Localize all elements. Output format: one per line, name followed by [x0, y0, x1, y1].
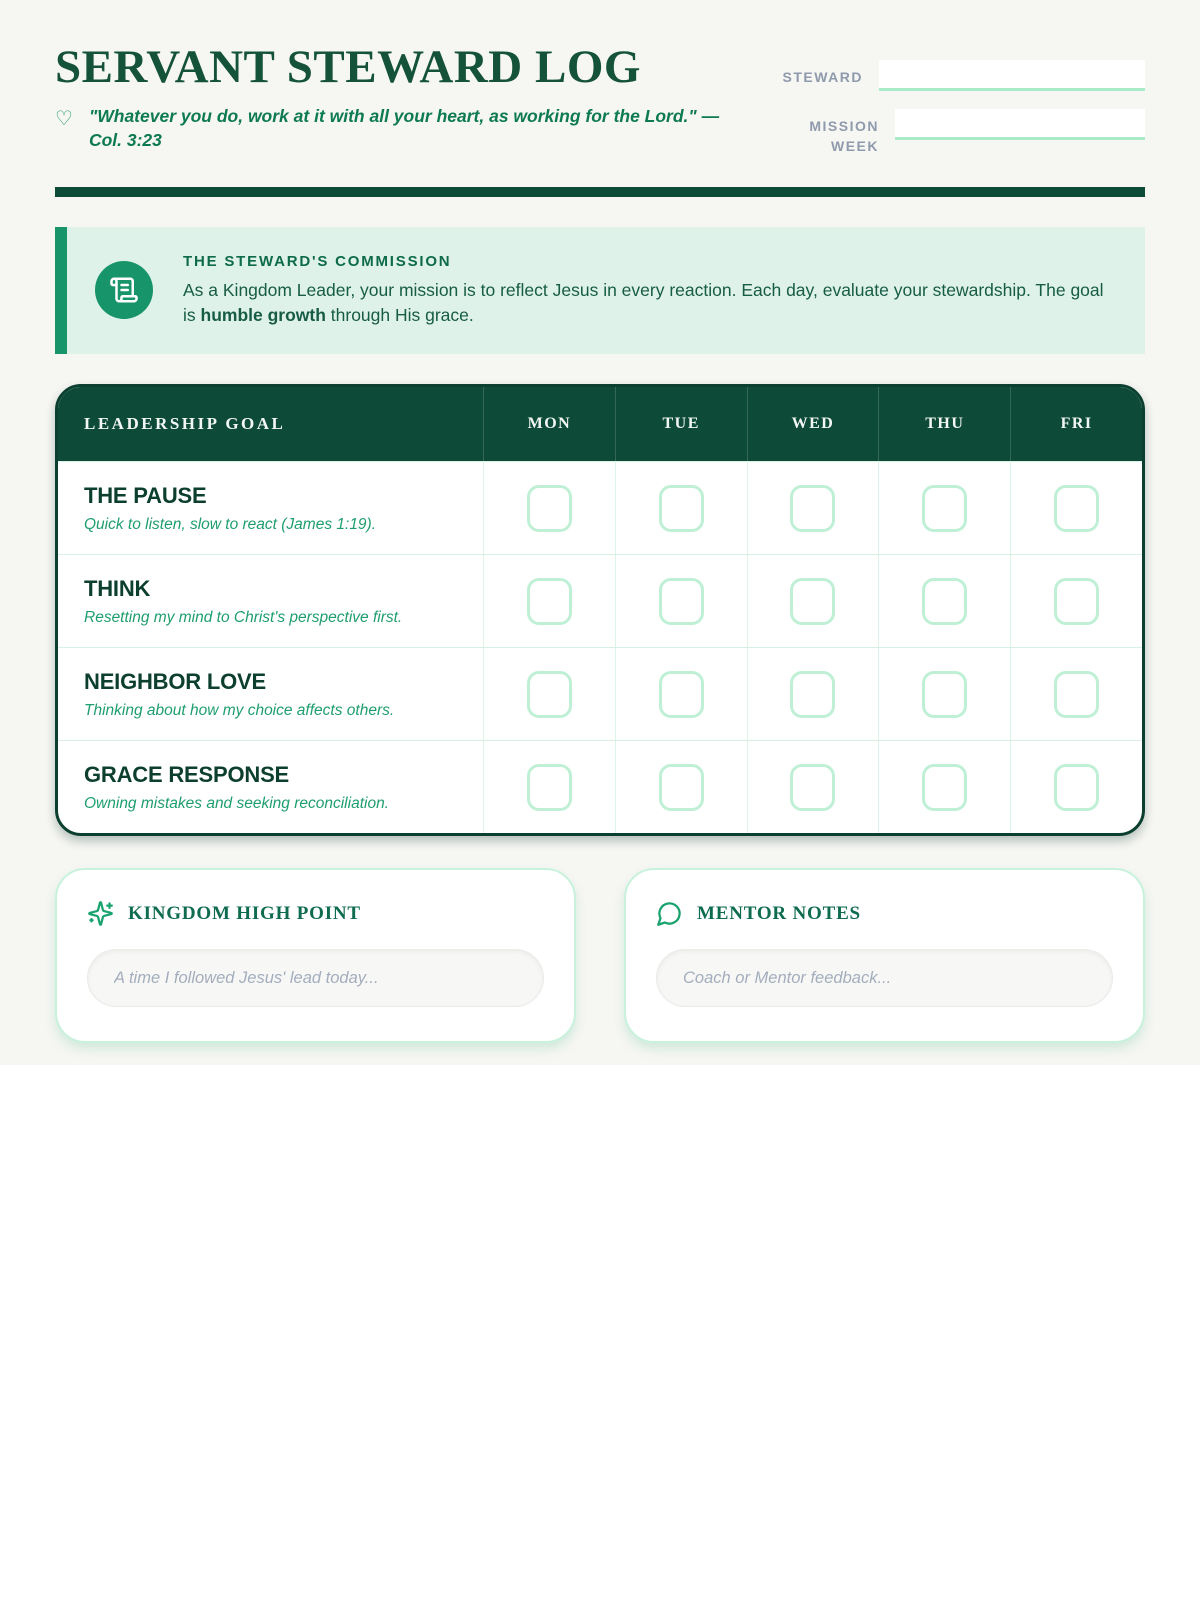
mentor-notes-card [624, 868, 1145, 1043]
check-cell-fri [1010, 648, 1142, 740]
page-title: SERVANT STEWARD LOG [55, 41, 641, 93]
weekly-log-table [55, 384, 1145, 836]
checkbox-grace-fri[interactable] [1054, 764, 1099, 811]
commission-title: THE STEWARD'S COMMISSION [183, 252, 452, 270]
column-header-thu: THU [878, 387, 1010, 461]
check-cell-mon [483, 462, 615, 554]
mission-week-input[interactable] [895, 109, 1145, 140]
check-cell-mon [483, 741, 615, 833]
check-cell-thu [878, 648, 1010, 740]
mission-week-field-row [753, 109, 1145, 157]
goal-cell [58, 648, 483, 740]
column-header-wed: WED [747, 387, 879, 461]
check-cell-wed [747, 555, 879, 647]
column-header-goal: LEADERSHIP GOAL [84, 414, 286, 434]
card-title: KINGDOM HIGH POINT [128, 902, 361, 924]
table-header-row [58, 387, 1142, 461]
checkbox-pause-tue[interactable] [659, 485, 704, 532]
checkbox-grace-tue[interactable] [659, 764, 704, 811]
kingdom-high-point-input[interactable] [87, 949, 544, 1007]
check-cell-thu [878, 741, 1010, 833]
goal-cell [58, 741, 483, 833]
checkbox-pause-thu[interactable] [922, 485, 967, 532]
table-row [58, 740, 1142, 833]
goal-cell [58, 462, 483, 554]
checkbox-grace-wed[interactable] [790, 764, 835, 811]
card-title: MENTOR NOTES [697, 902, 861, 924]
heart-icon: ♡ [55, 108, 73, 130]
checkbox-neighbor-fri[interactable] [1054, 671, 1099, 718]
commission-body-bold: humble growth [200, 304, 326, 325]
quote-row [55, 105, 753, 152]
checkbox-grace-thu[interactable] [922, 764, 967, 811]
check-cell-mon [483, 648, 615, 740]
mission-week-label: MISSION WEEK [809, 118, 879, 155]
goal-title: GRACE RESPONSE [84, 761, 290, 787]
table-row [58, 461, 1142, 554]
checkbox-pause-mon[interactable] [527, 485, 572, 532]
checkbox-pause-fri[interactable] [1054, 485, 1099, 532]
check-cell-tue [615, 741, 747, 833]
checkbox-neighbor-mon[interactable] [527, 671, 572, 718]
commission-body-suffix: through His grace. [325, 304, 474, 325]
header-divider [55, 187, 1145, 197]
checkbox-grace-mon[interactable] [527, 764, 572, 811]
goal-title: THE PAUSE [84, 482, 207, 508]
steward-field-row [753, 60, 1145, 91]
goal-title: THINK [84, 575, 151, 601]
card-header [87, 900, 544, 927]
column-header-fri: FRI [1010, 387, 1142, 461]
mentor-notes-input[interactable] [656, 949, 1113, 1007]
check-cell-tue [615, 648, 747, 740]
table-row [58, 647, 1142, 740]
check-cell-fri [1010, 462, 1142, 554]
header-fields [753, 44, 1145, 175]
check-cell-fri [1010, 741, 1142, 833]
commission-text [183, 253, 1105, 329]
check-cell-wed [747, 462, 879, 554]
scroll-icon [95, 261, 153, 319]
goal-cell [58, 555, 483, 647]
sparkles-icon [87, 900, 114, 927]
column-header-mon: MON [483, 387, 615, 461]
checkbox-neighbor-tue[interactable] [659, 671, 704, 718]
card-header [656, 900, 1113, 927]
commission-body-prefix: As a Kingdom Leader, your mission is to reflect Jesus in every reaction. Each day, evaluate your stewardship. The goal is [183, 279, 1104, 325]
check-cell-tue [615, 555, 747, 647]
speech-bubble-icon [656, 900, 683, 927]
checkbox-think-fri[interactable] [1054, 578, 1099, 625]
goal-subtitle: Thinking about how my choice affects others. [84, 701, 395, 719]
check-cell-thu [878, 462, 1010, 554]
table-row [58, 554, 1142, 647]
checkbox-think-wed[interactable] [790, 578, 835, 625]
kingdom-high-point-card [55, 868, 576, 1043]
checkbox-pause-wed[interactable] [790, 485, 835, 532]
goal-subtitle: Quick to listen, slow to react (James 1:19). [84, 515, 377, 533]
bottom-cards [55, 868, 1145, 1043]
checkbox-think-tue[interactable] [659, 578, 704, 625]
check-cell-wed [747, 648, 879, 740]
check-cell-tue [615, 462, 747, 554]
header [55, 0, 1145, 175]
check-cell-fri [1010, 555, 1142, 647]
check-cell-thu [878, 555, 1010, 647]
goal-subtitle: Resetting my mind to Christ's perspective first. [84, 608, 403, 626]
checkbox-neighbor-thu[interactable] [922, 671, 967, 718]
commission-banner [55, 227, 1145, 355]
checkbox-think-thu[interactable] [922, 578, 967, 625]
checkbox-think-mon[interactable] [527, 578, 572, 625]
steward-label: STEWARD [782, 69, 863, 85]
steward-input[interactable] [879, 60, 1145, 91]
goal-subtitle: Owning mistakes and seeking reconciliation. [84, 794, 389, 812]
commission-body [183, 278, 1105, 329]
check-cell-mon [483, 555, 615, 647]
header-left [55, 41, 753, 175]
checkbox-neighbor-wed[interactable] [790, 671, 835, 718]
column-header-tue: TUE [615, 387, 747, 461]
scripture-quote: "Whatever you do, work at it with all your heart, as working for the Lord." — Col. 3:23 [88, 106, 720, 150]
goal-title: NEIGHBOR LOVE [84, 668, 266, 694]
check-cell-wed [747, 741, 879, 833]
